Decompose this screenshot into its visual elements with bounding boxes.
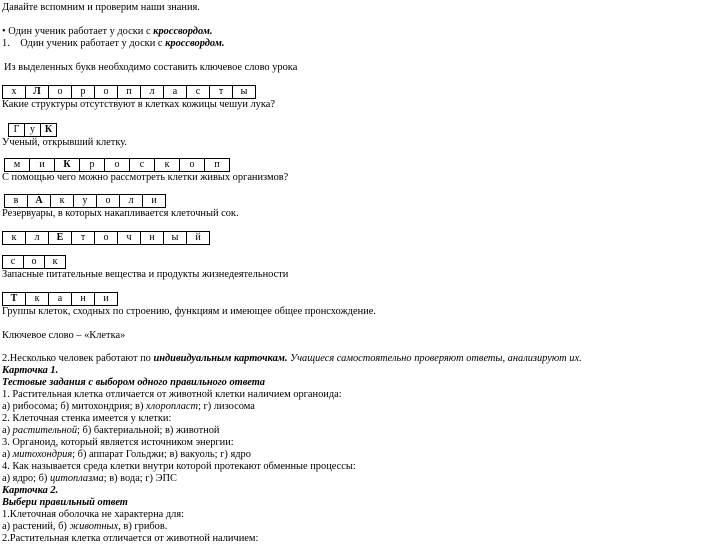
task2-number: 2. xyxy=(2,353,10,364)
keyword-answer: Ключевое слово – «Клетка» xyxy=(2,330,126,341)
crossword-cell: о xyxy=(105,159,130,171)
crossword-cell: К xyxy=(55,159,80,171)
crossword-cell: к xyxy=(51,195,74,207)
crossword-cell: л xyxy=(141,86,164,98)
crossword-cell: о xyxy=(24,256,45,268)
crossword-cell: А xyxy=(28,195,51,207)
crossword-cell: у xyxy=(25,124,41,136)
crossword-cell: к xyxy=(26,293,49,305)
card1-subtitle: Тестовые задания с выбором одного правильного ответа xyxy=(2,377,265,388)
card1-a1: а) рибосома; б) митохондрия; в) хлоропласт; г) лизосома xyxy=(2,401,255,412)
crossword-cell: ы xyxy=(233,86,256,98)
question-1: Какие структуры отсутствуют в клетках кожицы чешуи лука? xyxy=(2,99,275,110)
crossword-cell: к xyxy=(155,159,180,171)
task1-text: Один ученик работает у доски с xyxy=(20,38,166,49)
crossword-cell: Е xyxy=(49,232,72,244)
crossword-cell: о xyxy=(49,86,72,98)
crossword-cell: й xyxy=(187,232,210,244)
crossword-cell: о xyxy=(95,86,118,98)
task1-em: кроссвордом. xyxy=(165,38,225,49)
crossword-cell: с xyxy=(130,159,155,171)
task2-line xyxy=(2,353,582,365)
crossword-cell: с xyxy=(187,86,210,98)
crossword-cell: р xyxy=(80,159,105,171)
crossword-cell: о xyxy=(97,195,120,207)
crossword-row xyxy=(2,255,66,269)
card1-a4: а) ядро; б) цитоплазма; в) вода; г) ЭПС xyxy=(2,473,177,484)
crossword-cell: к xyxy=(45,256,66,268)
crossword-cell: а xyxy=(49,293,72,305)
question-6: Группы клеток, сходных по строению, функциям и имеющее общее пронсхождение. xyxy=(2,306,376,317)
crossword-cell: х xyxy=(3,86,26,98)
crossword-cell: а xyxy=(164,86,187,98)
crossword-row xyxy=(2,292,118,306)
bullet-icon: • xyxy=(2,26,6,37)
crossword-row xyxy=(4,158,230,172)
crossword-cell: с xyxy=(3,256,24,268)
crossword-cell: К xyxy=(41,124,57,136)
crossword-cell: Л xyxy=(26,86,49,98)
card1-q1: 1. Растительная клетка отличается от животной клетки наличием органоида: xyxy=(2,389,342,400)
crossword-cell: м xyxy=(5,159,30,171)
crossword-row xyxy=(2,85,256,99)
card1-a2: а) растительной; б) бактериальной; в) животной xyxy=(2,425,220,436)
task1-line xyxy=(2,38,224,50)
crossword-cell: и xyxy=(143,195,166,207)
crossword-cell: ч xyxy=(118,232,141,244)
crossword-cell: н xyxy=(72,293,95,305)
card2-q2: 2.Растительная клетка отличается от животной наличием: xyxy=(2,533,259,544)
card2-a1: а) растений, б) животных, в) грибов. xyxy=(2,521,168,532)
card1-q2: 2. Клеточная стенка имеется у клетки: xyxy=(2,413,172,424)
card2-q1: 1.Клеточная оболочка не характерна для: xyxy=(2,509,185,520)
crossword-cell: т xyxy=(210,86,233,98)
crossword-cell: р xyxy=(72,86,95,98)
question-3: С помощью чего можно рассмотреть клетки живых организмов? xyxy=(2,172,289,183)
task2-text: Несколько человек работают по xyxy=(9,353,154,364)
crossword-cell: п xyxy=(118,86,141,98)
crossword-cell: к xyxy=(3,232,26,244)
crossword-cell: п xyxy=(205,159,230,171)
card1-title: Карточка 1. xyxy=(2,365,59,376)
question-4: Резервуары, в которых накапливается клеточный сок. xyxy=(2,208,239,219)
question-5: Запасные питательные вещества и продукты жизнедеятельности xyxy=(2,269,289,280)
task2-bold: индивидуальным карточкам. xyxy=(153,353,288,364)
crossword-cell: и xyxy=(30,159,55,171)
crossword-cell: у xyxy=(74,195,97,207)
task1-number: 1. xyxy=(2,38,10,49)
crossword-row xyxy=(8,123,57,137)
task1-bullet-em: кроссвордом. xyxy=(153,26,213,37)
card1-q3: 3. Органоид, который является источником энергии: xyxy=(2,437,234,448)
crossword-cell: и xyxy=(95,293,118,305)
crossword-row xyxy=(2,231,210,245)
crossword-cell: л xyxy=(120,195,143,207)
crossword-cell: о xyxy=(95,232,118,244)
crossword-cell: Г xyxy=(9,124,25,136)
card1-a3: а) митохондрия; б) аппарат Гольджи; в) вакуоль; г) ядро xyxy=(2,449,251,460)
question-2: Ученый, открывший клетку. xyxy=(2,137,127,148)
crossword-cell: н xyxy=(141,232,164,244)
crossword-row xyxy=(4,194,166,208)
card1-q4: 4. Как называется среда клетки внутри которой протекают обменные процессы: xyxy=(2,461,356,472)
card2-title: Карточка 2. xyxy=(2,485,59,496)
intro-line: Давайте вспомним и проверим наши знания. xyxy=(2,2,200,13)
crossword-cell: л xyxy=(26,232,49,244)
task2-italic: Учащиеся самостоятельно проверяют ответы, анализируют их. xyxy=(287,353,582,364)
crossword-cell: т xyxy=(72,232,95,244)
keyword-hint: Из выделенных букв необходимо составить ключевое слово урока xyxy=(4,62,298,73)
crossword-cell: в xyxy=(5,195,28,207)
crossword-cell: Т xyxy=(3,293,26,305)
crossword-cell: о xyxy=(180,159,205,171)
task1-bullet-text: Один ученик работает у доски с xyxy=(8,26,154,37)
card2-subtitle: Выбери правильный ответ xyxy=(2,497,128,508)
crossword-cell: ы xyxy=(164,232,187,244)
task1-bullet-line xyxy=(2,26,212,38)
